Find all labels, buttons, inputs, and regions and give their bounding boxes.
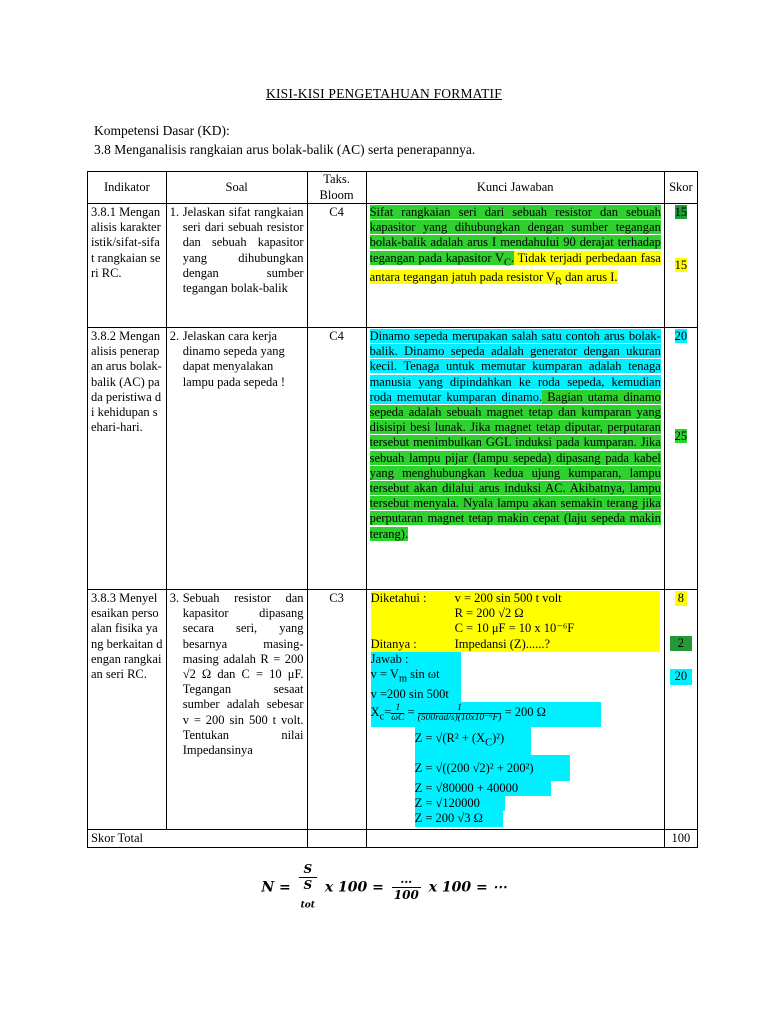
eq-v-general bbox=[371, 667, 461, 687]
formula-mid: x 100 = bbox=[324, 879, 384, 896]
formula-fraction-1 bbox=[299, 862, 317, 913]
ditanya-label: Ditanya : bbox=[370, 636, 417, 651]
score-value: 20 bbox=[674, 329, 688, 343]
kisi-table bbox=[87, 171, 698, 848]
eq-v-sub: m bbox=[398, 673, 408, 685]
table-header-row bbox=[88, 172, 698, 204]
total-row bbox=[88, 830, 698, 848]
indikator-cell: 3.8.1 Menganalisis karakteristik/sifat-sifat rangkaian seri RC. bbox=[88, 204, 167, 328]
ditanya-line bbox=[371, 637, 660, 652]
kunci-cell bbox=[366, 328, 664, 590]
jawab-label: Jawab : bbox=[371, 652, 461, 667]
formula-frac2-num: … bbox=[392, 872, 421, 888]
score-value: 15 bbox=[674, 205, 688, 219]
header-indikator: Indikator bbox=[88, 172, 167, 204]
xc-result: = 200 Ω bbox=[504, 704, 546, 719]
kd-text: 3.8 Menganalisis rangkaian arus bolak-balik (AC) serta penerapannya. bbox=[94, 142, 476, 157]
given-c: C = 10 μF = 10 x 10⁻⁶F bbox=[454, 621, 575, 636]
answer-highlight-cyan: Dinamo sepeda merupakan salah satu contoh arus bolak-balik. Dinamo sepeda adalah generator dengan ukuran kecil. Tenaga untuk memutar kumparan adalah tenaga manusia yang dipindahkan ke roda sepeda, kemudian roda memutar kumparan dinamo. bbox=[369, 329, 661, 404]
xc-frac1-num: 1 bbox=[391, 704, 404, 714]
formula-frac1-den bbox=[299, 878, 317, 913]
eq-z4: Z = √120000 bbox=[415, 796, 505, 811]
xc-fraction-1 bbox=[391, 704, 404, 723]
formula-fraction-2 bbox=[392, 872, 421, 903]
score-value: 20 bbox=[670, 669, 692, 684]
skor-cell bbox=[664, 328, 697, 590]
answer-text: Tidak terjadi perbedaan fasa antara tegangan jatuh pada resistor V bbox=[369, 250, 661, 285]
answer-highlight-green: Bagian utama dinamo sepeda adalah sebuah magnet tetap dan kumparan yang disisipi besi lunak. Jika magnet tetap diputar, perputaran tersebut menimbulkan GGL induksi pada kumparan. Jika sebuah lampu pijar (lampu sepeda) dipasang pada kabel yang menghubungkan kedua ujung kumparan, lampu tersebut akan dilalui arus induksi AC. Akibatnya, lampu tersebut menyala. Nyala lampu akan semakin terang jika perputaran magnet tetap makin cepat (laju sepeda makin terang). bbox=[369, 389, 661, 541]
ditanya-text: Impedansi (Z)......? bbox=[454, 636, 551, 651]
header-skor: Skor bbox=[664, 172, 697, 204]
taks-cell: C4 bbox=[307, 204, 366, 328]
eq-z3: Z = √80000 + 40000 bbox=[415, 781, 551, 796]
table-row bbox=[88, 328, 698, 590]
z1-text: Z = √(R² + (X bbox=[414, 731, 486, 746]
eq-z1 bbox=[415, 727, 531, 755]
diketahui-label: Diketahui : bbox=[370, 591, 427, 605]
given-r-line bbox=[371, 606, 660, 621]
formula-frac1-num: S bbox=[299, 862, 317, 878]
header-soal: Soal bbox=[166, 172, 307, 204]
header-taks: Taks. Bloom bbox=[307, 172, 366, 204]
soal-text: Jelaskan sifat rangkaian seri dari sebuah resistor dan sebuah kapasitor yang dihubungkan dengan sumber tegangan bolak-balik bbox=[182, 205, 304, 296]
total-label: Skor Total bbox=[88, 830, 308, 848]
xc-label: X bbox=[370, 704, 380, 719]
answer-sub: C bbox=[504, 257, 511, 269]
soal-cell bbox=[166, 328, 307, 590]
eq-v-text: v = V bbox=[370, 667, 399, 682]
score-value: 8 bbox=[675, 591, 687, 606]
eq-v-end: sin ωt bbox=[407, 667, 440, 682]
total-value: 100 bbox=[664, 830, 697, 848]
soal-cell bbox=[166, 204, 307, 328]
skor-cell bbox=[664, 590, 697, 830]
kd-label: Kompetensi Dasar (KD): bbox=[94, 123, 230, 138]
xc-frac2-num: 1 bbox=[418, 704, 502, 714]
score-value: 2 bbox=[670, 636, 692, 651]
header-kunci: Kunci Jawaban bbox=[366, 172, 664, 204]
soal-number: 3. bbox=[169, 591, 180, 605]
eq-v-numeric: v =200 sin 500t bbox=[371, 687, 461, 702]
soal-cell bbox=[166, 590, 307, 830]
eq-z5: Z = 200 √3 Ω bbox=[415, 811, 503, 826]
formula-frac1-den-sub: tot bbox=[300, 900, 315, 911]
given-v: v = 200 sin 500 t volt bbox=[454, 591, 562, 605]
z1-end: )²) bbox=[492, 731, 505, 746]
soal-number: 1. bbox=[169, 205, 180, 219]
page-title: KISI-KISI PENGETAHUAN FORMATIF bbox=[266, 86, 502, 101]
diketahui-line bbox=[371, 591, 660, 606]
z1-sub: C bbox=[485, 737, 493, 749]
score-value: 15 bbox=[674, 258, 688, 273]
total-empty-cell bbox=[307, 830, 366, 848]
formula-frac1-den-main: S bbox=[303, 878, 313, 892]
indikator-cell: 3.8.3 Menyelesaikan persoalan fisika yang berkaitan dengan rangkaian seri RC. bbox=[88, 590, 167, 830]
formula-frac2-den: 100 bbox=[393, 888, 419, 903]
formula-end: x 100 = ⋯ bbox=[428, 879, 507, 896]
answer-text-end: . bbox=[510, 250, 515, 265]
kunci-cell bbox=[366, 590, 664, 830]
taks-cell: C3 bbox=[307, 590, 366, 830]
eq-z2: Z = √((200 √2)² + 200²) bbox=[415, 755, 570, 781]
total-empty-cell bbox=[366, 830, 664, 848]
table-row bbox=[88, 204, 698, 328]
soal-text: Sebuah resistor dan kapasitor dipasang secara seri, yang besarnya masing-masing adalah R = 200 √2 Ω dan C = 10 μF. Tegangan sesaat sumber adalah sebesar v = 200 sin 500 t volt. Tentukan nilai Impedansinya bbox=[182, 591, 304, 758]
kunci-cell bbox=[366, 204, 664, 328]
skor-cell bbox=[664, 204, 697, 328]
xc-frac2-den: (500rad/s)(10x10⁻⁶F) bbox=[417, 712, 502, 723]
answer-text-end: dan arus I. bbox=[562, 270, 618, 285]
xc-frac1-den: ωC bbox=[391, 712, 405, 723]
given-r: R = 200 √2 Ω bbox=[454, 606, 524, 621]
soal-text: Jelaskan cara kerja dinamo sepeda yang dapat menyalakan lampu pada sepeda ! bbox=[182, 329, 286, 389]
xc-fraction-2 bbox=[418, 704, 502, 723]
score-formula bbox=[0, 862, 768, 913]
score-value: 25 bbox=[674, 429, 688, 444]
answer-text: Sifat rangkaian seri dari sebuah resistor dan sebuah kapasitor yang dihubungkan dengan sumber tegangan bolak-balik adalah arus I mendahului 90 derajat terhadap tegangan pada kapasitor V bbox=[369, 205, 661, 265]
table-row bbox=[88, 590, 698, 830]
formula-lhs: N = bbox=[261, 879, 291, 896]
eq-xc: $X_c=$ $\frac{1}{\omega C}$ = $\frac{1}{\text{(500rad/s)(10x10⁻⁶F)}}$ = 200 Ω bbox=[371, 702, 601, 728]
xc-sub: c bbox=[379, 711, 385, 723]
taks-cell: C4 bbox=[307, 328, 366, 590]
soal-number: 2. bbox=[169, 329, 180, 343]
indikator-cell: 3.8.2 Menganalisis penerapan arus bolak-balik (AC) pada peristiwa di kehidupan sehari-hari. bbox=[88, 328, 167, 590]
answer-sub: R bbox=[555, 276, 562, 288]
given-c-line bbox=[371, 621, 660, 636]
